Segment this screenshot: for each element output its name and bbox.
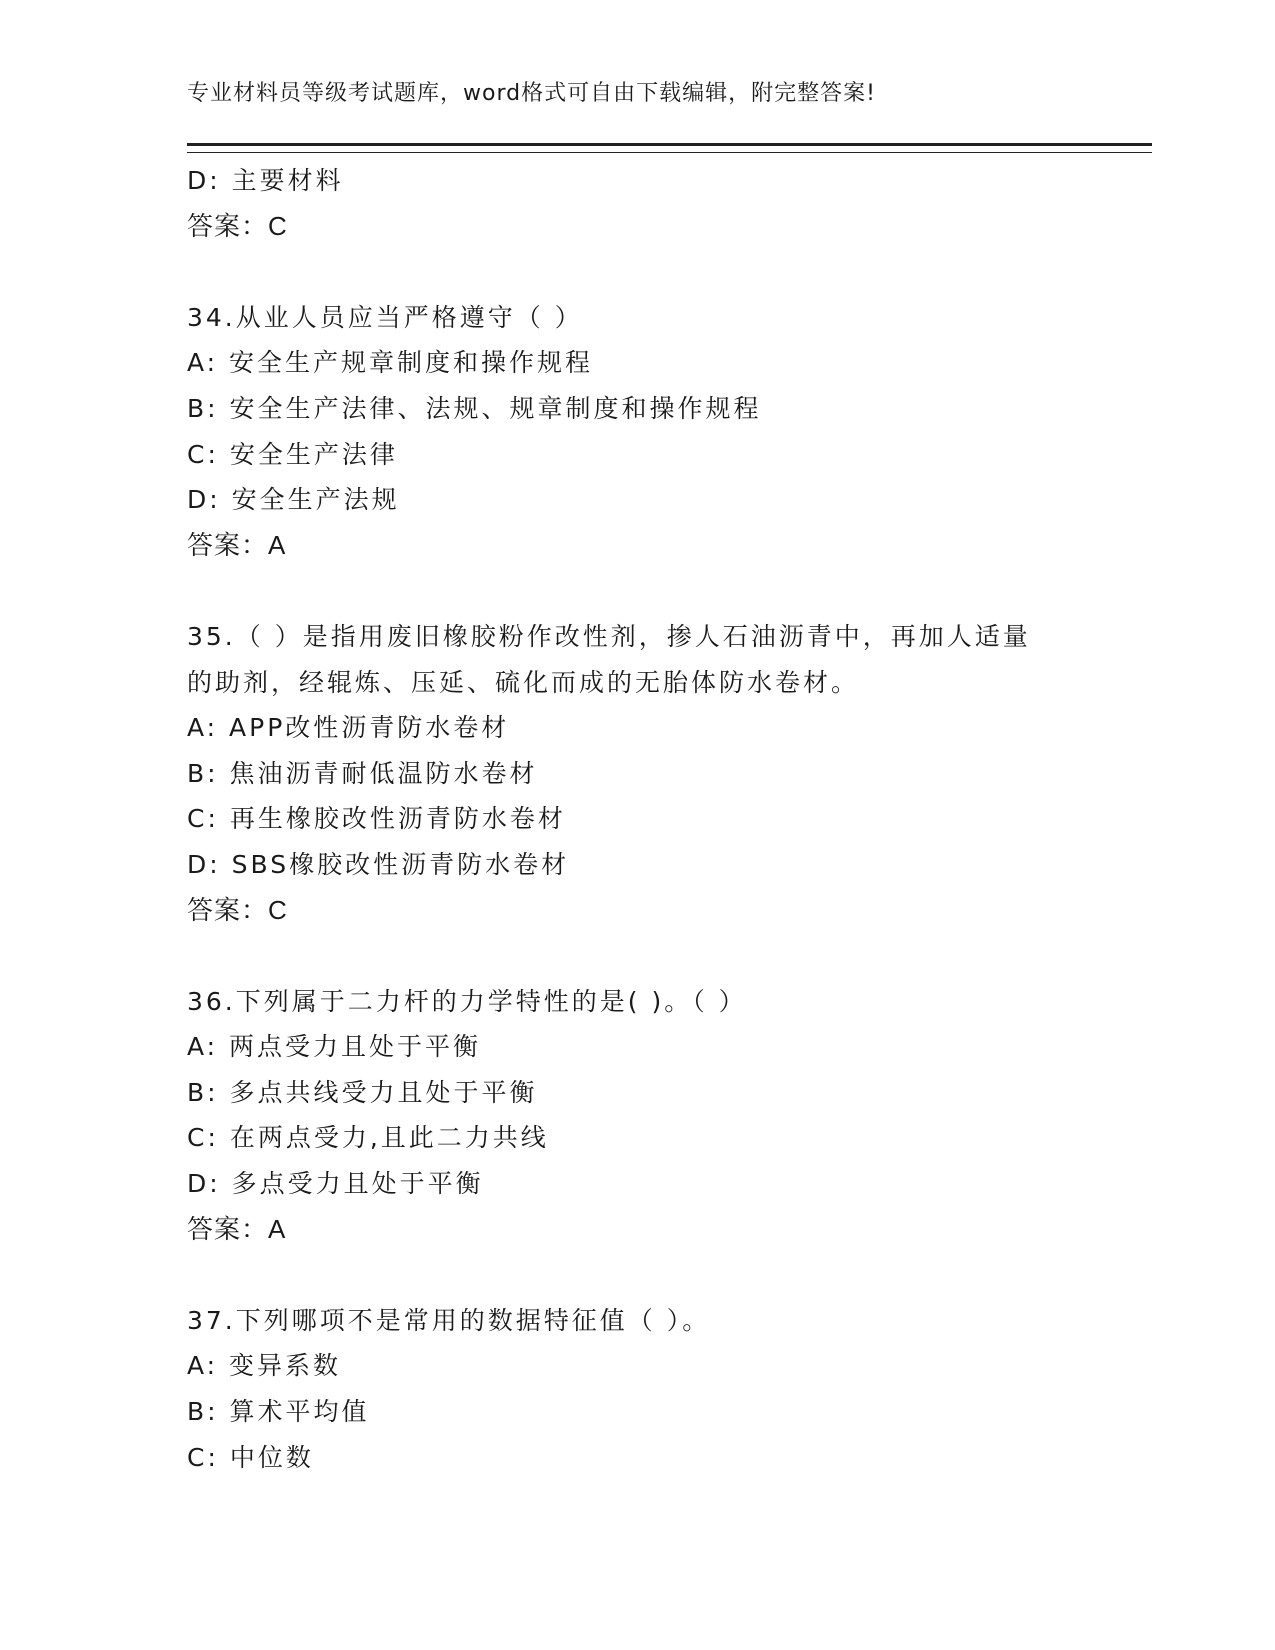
answer-line: 答案：A [187,529,287,560]
answer-line: 答案：C [187,894,288,925]
question-stem: 37.下列哪项不是常用的数据特征值（ ）。 [187,1305,711,1335]
question-stem: 35.（ ）是指用废旧橡胶粉作改性剂，掺人石油沥青中，再加人适量 [187,621,1031,651]
spacer [187,568,1087,614]
spacer [187,933,1087,979]
question-stem-continued: 的助剂，经辊炼、压延、硫化而成的无胎体防水卷材。 [187,667,860,697]
spacer [187,249,1087,295]
option-line: D: 主要材料 [187,166,344,195]
option-line: A: 两点受力且处于平衡 [187,1032,482,1062]
question-stem: 36.下列属于二力杆的力学特性的是( )。（ ） [187,986,747,1016]
page-header-title: 专业材料员等级考试题库，word格式可自由下载编辑，附完整答案! [187,81,876,106]
option-line: D: 多点受力且处于平衡 [187,1169,484,1199]
option-line: B: 多点共线受力且处于平衡 [187,1077,538,1107]
answer-line: 答案：A [187,1213,287,1244]
option-line: C: 再生橡胶改性沥青防水卷材 [187,804,566,834]
option-line: C: 中位数 [187,1442,314,1472]
option-line: C: 安全生产法律 [187,439,398,469]
option-line: C: 在两点受力,且此二力共线 [187,1123,549,1153]
option-line: D: SBS橡胶改性沥青防水卷材 [187,849,570,879]
option-line: B: 算术平均值 [187,1397,370,1427]
option-line: A: 安全生产规章制度和操作规程 [187,348,594,378]
option-line: B: 安全生产法律、法规、规章制度和操作规程 [187,393,762,423]
question-list [187,158,1087,1480]
option-line: A: 变异系数 [187,1351,342,1381]
option-line: B: 焦油沥青耐低温防水卷材 [187,758,538,788]
option-line: D: 安全生产法规 [187,485,400,515]
question-stem: 34.从业人员应当严格遵守（ ） [187,302,583,332]
header-divider [187,143,1152,153]
option-line: A: APP改性沥青防水卷材 [187,713,510,743]
answer-line: 答案：C [187,210,288,241]
spacer [187,1252,1087,1298]
